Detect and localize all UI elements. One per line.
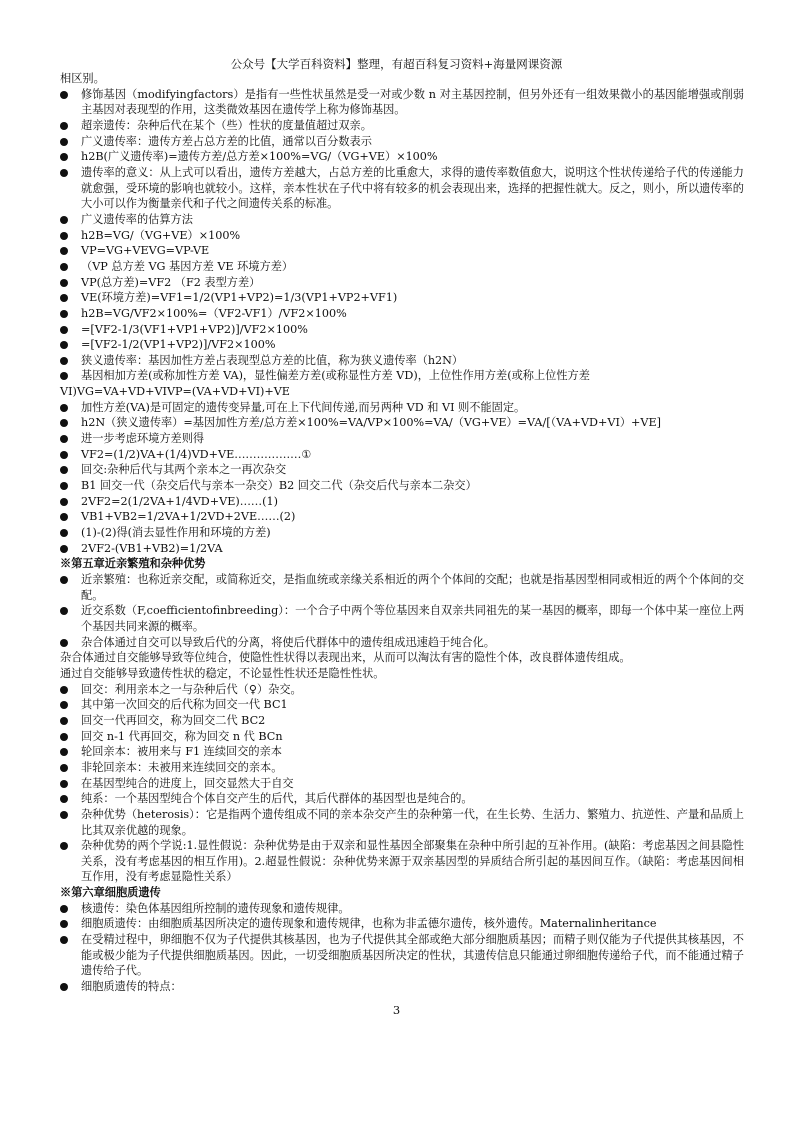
bullet-item (60, 462, 744, 478)
bullet-item (60, 932, 744, 979)
section-heading (60, 556, 744, 572)
bullet-item (60, 760, 744, 776)
paragraph (60, 650, 744, 666)
paragraph-text: VF2=(1/2)VA+(1/4)VD+VE………………① (81, 447, 312, 461)
paragraph-text: （VP 总方差 VG 基因方差 VE 环境方差） (81, 259, 294, 273)
paragraph-text: 回交 n-1 代再回交，称为回交 n 代 BCn (81, 729, 283, 743)
paragraph-text: 在受精过程中，卵细胞不仅为子代提供其核基因，也为子代提供其全部或绝大部分细胞质基因；而精子则仅能为子代提供其核基因，不能或极少能为子代提供细胞质基因。因此，一切受细胞质基因所决定的性状，其遗传信息只能通过卵细胞传递给子代，而不能通过精子遗传给子代。 (81, 933, 744, 978)
page-header: 公众号【大学百科资料】整理，有超百科复习资料+海量网课资源 (230, 57, 563, 71)
paragraph-text: VP=VG+VEVG=VP-VE (81, 244, 210, 258)
bullet-icon (60, 466, 68, 474)
bullet-item (60, 353, 744, 369)
bullet-item (60, 838, 744, 885)
bullet-icon (60, 404, 68, 412)
bullet-item (60, 572, 744, 603)
paragraph (60, 384, 744, 400)
paragraph-text: 近亲繁殖：也称近亲交配，或简称近交，是指血统或亲缘关系相近的两个个体间的交配；也就是指基因型相同或相近的两个个体间的交配。 (81, 573, 744, 602)
bullet-icon (60, 263, 68, 271)
bullet-icon (60, 451, 68, 459)
bullet-icon (60, 138, 68, 146)
bullet-item (60, 744, 744, 760)
bullet-item (60, 322, 744, 338)
paragraph-text: 通过自交能够导致遗传性状的稳定，不论显性性状还是隐性性状。 (60, 666, 385, 680)
bullet-item (60, 697, 744, 713)
paragraph-text: 广义遗传率：遗传方差占总方差的比值，通常以百分数表示 (81, 134, 372, 148)
paragraph-text: 超亲遗传：杂种后代在某个（些）性状的度量值超过双亲。 (81, 118, 372, 132)
bullet-icon (60, 795, 68, 803)
bullet-icon (60, 545, 68, 553)
paragraph-text: 其中第一次回交的后代称为回交一代 BC1 (81, 698, 288, 712)
bullet-item (60, 901, 744, 917)
bullet-item (60, 165, 744, 212)
paragraph-text: VE(环境方差)=VF1=1/2(VP1+VP2)=1/3(VP1+VP2+VF1) (81, 291, 398, 305)
bullet-icon (60, 920, 68, 928)
paragraph-text: 杂合体通过自交能够导致等位纯合，使隐性性状得以表现出来，从而可以淘汰有害的隐性个体，改良群体遗传组成。 (60, 651, 631, 665)
paragraph-text: 狭义遗传率：基因加性方差占表现型总方差的比值，称为狭义遗传率（h2N） (81, 353, 464, 367)
bullet-icon (60, 811, 68, 819)
bullet-icon (60, 842, 68, 850)
bullet-icon (60, 529, 68, 537)
bullet-icon (60, 216, 68, 224)
bullet-icon (60, 341, 68, 349)
bullet-item (60, 118, 744, 134)
bullet-icon (60, 153, 68, 161)
bullet-item (60, 243, 744, 259)
bullet-item (60, 603, 744, 634)
bullet-item (60, 916, 744, 932)
bullet-item (60, 259, 744, 275)
bullet-icon (60, 513, 68, 521)
bullet-icon (60, 686, 68, 694)
bullet-icon (60, 717, 68, 725)
paragraph-text: 细胞质遗传的特点： (81, 980, 182, 994)
bullet-icon (60, 733, 68, 741)
bullet-icon (60, 294, 68, 302)
bullet-icon (60, 372, 68, 380)
bullet-item (60, 541, 744, 557)
bullet-item (60, 979, 744, 995)
paragraph-text: h2B=VG/VF2×100%=（VF2-VF1）/VF2×100% (81, 306, 347, 320)
bullet-item (60, 635, 744, 651)
paragraph (60, 666, 744, 682)
paragraph-text: 杂种优势（heterosis）：它是指两个遗传组成不同的亲本杂交产生的杂种第一代，在生长势、生活力、繁殖力、抗逆性、产量和品质上比其双亲优越的现象。 (81, 807, 744, 837)
bullet-icon (60, 498, 68, 506)
bullet-item (60, 791, 744, 807)
bullet-icon (60, 764, 68, 772)
bullet-item (60, 368, 744, 384)
bullet-icon (60, 419, 68, 427)
bullet-icon (60, 247, 68, 255)
paragraph-text: 杂合体通过自交可以导致后代的分离，将使后代群体中的遗传组成迅速趋于纯合化。 (81, 635, 495, 649)
bullet-icon (60, 232, 68, 240)
bullet-item (60, 275, 744, 291)
paragraph-text: VB1+VB2=1/2VA+1/2VD+2VE……(2) (81, 510, 296, 524)
paragraph-text: (1)-(2)得(消去显性作用和环境的方差) (81, 526, 271, 540)
bullet-icon (60, 748, 68, 756)
paragraph-text: 杂种优势的两个学说:1.显性假说：杂种优势是由于双亲和显性基因全部聚集在杂种中所引起的互补作用。(缺陷：考虑基因之间县隐性关系，没有考虑基因的相互作用)。2.超显性假说：杂种优势来源于双亲基因型的异质结合所引起的基因间互作。（缺陷：考虑基因间相互作用，没有考虑显隐性关系） (81, 839, 744, 884)
bullet-icon (60, 607, 68, 615)
paragraph-text: 纯系：一个基因型纯合个体自交产生的后代，其后代群体的基因型也是纯合的。 (81, 792, 473, 806)
paragraph-text: ※第六章细胞质遗传 (60, 885, 161, 900)
paragraph-text: 修饰基因（modifyingfactors）是指有一些性状虽然是受一对或少数 n 对主基因控制，但另外还有一组效果微小的基因能增强或削弱主基因对表现型的作用，这类微效基因在遗传学上称为修饰基因。 (81, 87, 744, 117)
bullet-icon (60, 310, 68, 318)
bullet-icon (60, 435, 68, 443)
bullet-item (60, 134, 744, 150)
bullet-icon (60, 357, 68, 365)
bullet-icon (60, 983, 68, 991)
paragraph-text: 回交：利用亲本之一与杂种后代（♀）杂交。 (81, 682, 302, 696)
bullet-item (60, 447, 744, 463)
paragraph-text: 进一步考虑环境方差则得 (81, 432, 205, 446)
bullet-icon (60, 122, 68, 130)
paragraph (60, 71, 744, 87)
bullet-icon (60, 576, 68, 584)
paragraph-text: 相区别。 (60, 72, 105, 85)
paragraph-text: 近交系数（F,coefficientofinbreeding）：一个合子中两个等位基因来自双亲共同祖先的某一基因的概率，即每一个体中某一座位上两个基因共同来源的概率。 (81, 604, 744, 633)
bullet-icon (60, 91, 68, 99)
paragraph-text: ※第五章近亲繁殖和杂种优势 (60, 556, 206, 571)
bullet-item (60, 306, 744, 322)
page-number: 3 (392, 1003, 401, 1017)
bullet-item (60, 228, 744, 244)
bullet-item (60, 149, 744, 165)
paragraph-text: B1 回交一代（杂交后代与亲本一杂交）B2 回交二代（杂交后代与亲本二杂交） (81, 479, 477, 493)
paragraph-text: 回交:杂种后代与其两个亲本之一再次杂交 (81, 463, 287, 477)
paragraph-text: 核遗传：染色体基因组所控制的遗传现象和遗传规律。 (81, 901, 350, 915)
paragraph-text: VI)VG=VA+VD+VIVP=(VA+VD+VI)+VE (60, 385, 290, 399)
bullet-item (60, 87, 744, 118)
paragraph-text: 广义遗传率的估算方法 (81, 212, 193, 226)
paragraph-text: h2B=VG/（VG+VE）×100% (81, 228, 241, 242)
paragraph-text: 2VF2-(VB1+VB2)=1/2VA (81, 541, 223, 555)
paragraph-text: VP(总方差)=VF2 （F2 表型方差） (81, 275, 261, 289)
paragraph-text: =[VF2-1/2(VP1+VP2)]/VF2×100% (81, 338, 276, 352)
paragraph-text: 遗传率的意义：从上式可以看出，遗传方差越大，占总方差的比重愈大，求得的遗传率数值愈大，说明这个性状传递给子代的传递能力就愈强，受环境的影响也就较小。这样，亲本性状在子代中将有较多的机会表现出来，选择的把握性就大。反之，则小，所以遗传率的大小可以作为衡量亲代和子代之间遗传关系的标准。 (81, 165, 744, 211)
bullet-icon (60, 780, 68, 788)
bullet-icon (60, 905, 68, 913)
bullet-item (60, 509, 744, 525)
bullet-icon (60, 639, 68, 647)
bullet-item (60, 494, 744, 510)
paragraph-text: 轮回亲本：被用来与 F1 连续回交的亲本 (81, 745, 282, 759)
bullet-icon (60, 326, 68, 334)
bullet-item (60, 290, 744, 306)
paragraph-text: 基因相加方差(或称加性方差 VA)，显性偏差方差(或称显性方差 VD)，上位性作用方差(或称上位性方差 (81, 369, 590, 383)
paragraph-text: 2VF2=2(1/2VA+1/4VD+VE)……(1) (81, 494, 278, 508)
paragraph-text: 非轮回亲本：未被用来连续回交的亲本。 (81, 760, 283, 774)
bullet-item (60, 400, 744, 416)
paragraph-text: 细胞质遗传：由细胞质基因所决定的遗传现象和遗传规律，也称为非孟德尔遗传，核外遗传。Maternalinheritance (81, 917, 657, 931)
paragraph-text: =[VF2-1/3(VF1+VP1+VP2)]/VF2×100% (81, 322, 308, 336)
paragraph-text: h2N（狭义遗传率）=基因加性方差/总方差×100%=VA/VP×100%=VA/（VG+VE）=VA/[（VA+VD+VI）+VE] (81, 416, 662, 430)
bullet-icon (60, 279, 68, 287)
bullet-icon (60, 482, 68, 490)
bullet-item (60, 682, 744, 698)
bullet-item (60, 713, 744, 729)
paragraph-text: 回交一代再回交，称为回交二代 BC2 (81, 713, 266, 727)
bullet-item (60, 415, 744, 431)
bullet-icon (60, 936, 68, 944)
bullet-item (60, 212, 744, 228)
bullet-item (60, 337, 744, 353)
bullet-item (60, 776, 744, 792)
paragraph-text: h2B(广义遗传率)=遗传方差/总方差×100%=VG/（VG+VE）×100% (81, 150, 438, 164)
bullet-icon (60, 169, 68, 177)
bullet-item (60, 807, 744, 838)
paragraph-text: 在基因型纯合的进度上，回交显然大于自交 (81, 776, 294, 790)
bullet-item (60, 525, 744, 541)
bullet-item (60, 478, 744, 494)
bullet-item (60, 431, 744, 447)
document-body (60, 71, 744, 995)
bullet-icon (60, 701, 68, 709)
section-heading (60, 885, 744, 901)
paragraph-text: 加性方差(VA)是可固定的遗传变异量,可在上下代间传递,而另两种 VD 和 VI 则不能固定。 (81, 400, 526, 414)
bullet-item (60, 729, 744, 745)
